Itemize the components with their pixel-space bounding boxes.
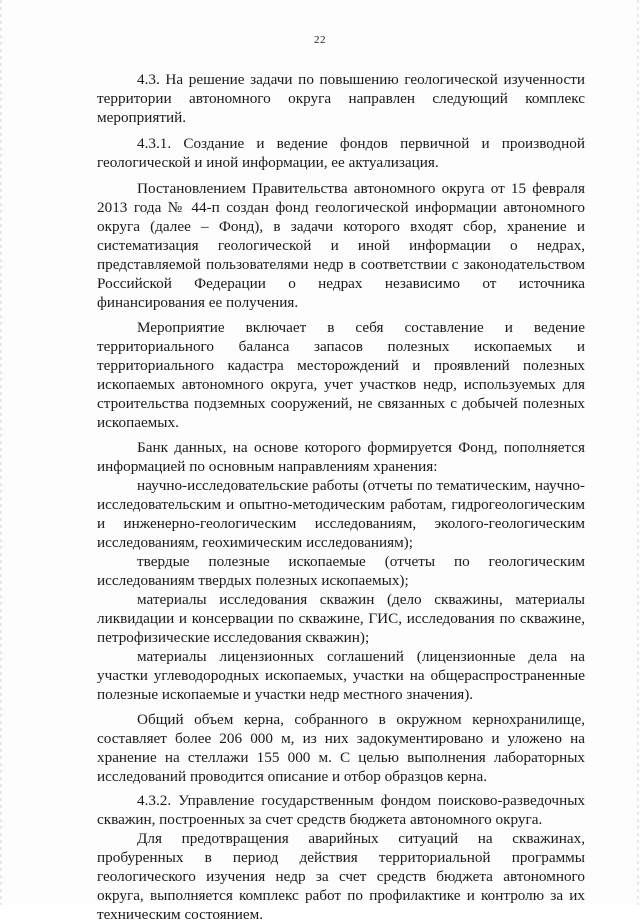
scan-edge-left	[0, 0, 2, 905]
paragraph-4-3-1: 4.3.1. Создание и ведение фондов первичной и производной геологической и иной информации, ее актуализация.	[97, 135, 585, 171]
paragraph-4-3: 4.3. На решение задачи по повышению геологической изученности территории автономного округа направлен следующий комплекс мероприятий.	[97, 71, 585, 126]
paragraph-resolution: Постановлением Правительства автономного округа от 15 февраля 2013 года № 44-п создан фонд геологической информации автономного округа (далее – Фонд), в задачи которого входят сбор, хранение и систематизация геологической и иной информации о недрах, представляемой пользователями недр в соответствии с законодательством Российской Федерации о недрах независимо от источника финансирования ее получения.	[97, 180, 585, 311]
list-item: твердые полезные ископаемые (отчеты по геологическим исследованиям твердых полезных ископаемых);	[97, 553, 585, 589]
paragraph-data-bank: Банк данных, на основе которого формируется Фонд, пополняется информацией по основным направлениям хранения:	[97, 439, 585, 475]
list-item: материалы лицензионных соглашений (лицензионные дела на участки углеводородных ископаемых, участки на общераспространенные полезные ископаемые и участки недр местного значения).	[97, 648, 585, 703]
paragraph-prevention: Для предотвращения аварийных ситуаций на скважинах, пробуренных в период действия территориальной программы геологического изучения недр за счет средств бюджета автономного округа, выполняется комплекс работ по профилактике и контролю за их техническим состоянием.	[97, 830, 585, 923]
document-body	[97, 70, 585, 924]
paragraph-4-3-2: 4.3.2. Управление государственным фондом поисково-разведочных скважин, построенных за счет средств бюджета автономного округа.	[97, 792, 585, 828]
scan-edge-right	[637, 0, 639, 905]
page-number: 22	[314, 34, 326, 46]
list-item: материалы исследования скважин (дело скважины, материалы ликвидации и консервации по скважине, ГИС, исследования по скважине, петрофизические исследования скважин);	[97, 591, 585, 646]
list-item: научно-исследовательские работы (отчеты по тематическим, научно-исследовательским и опытно-методическим работам, гидрогеологическим и инженерно-геологическим исследованиям, эколого-геологическим исследованиям, геохимическим исследованиям);	[97, 477, 585, 551]
paragraph-measure: Мероприятие включает в себя составление и ведение территориального баланса запасов полезных ископаемых и территориального кадастра месторождений и проявлений полезных ископаемых автономного округа, учет участков недр, используемых для строительства подземных сооружений, не связанных с добычей полезных ископаемых.	[97, 319, 585, 431]
paragraph-core-volume: Общий объем керна, собранного в окружном кернохранилище, составляет более 206 000 м, из них задокументировано и уложено на хранение на стеллажи 155 000 м. С целью выполнения лабораторных исследований проводится описание и отбор образцов керна.	[97, 711, 585, 785]
